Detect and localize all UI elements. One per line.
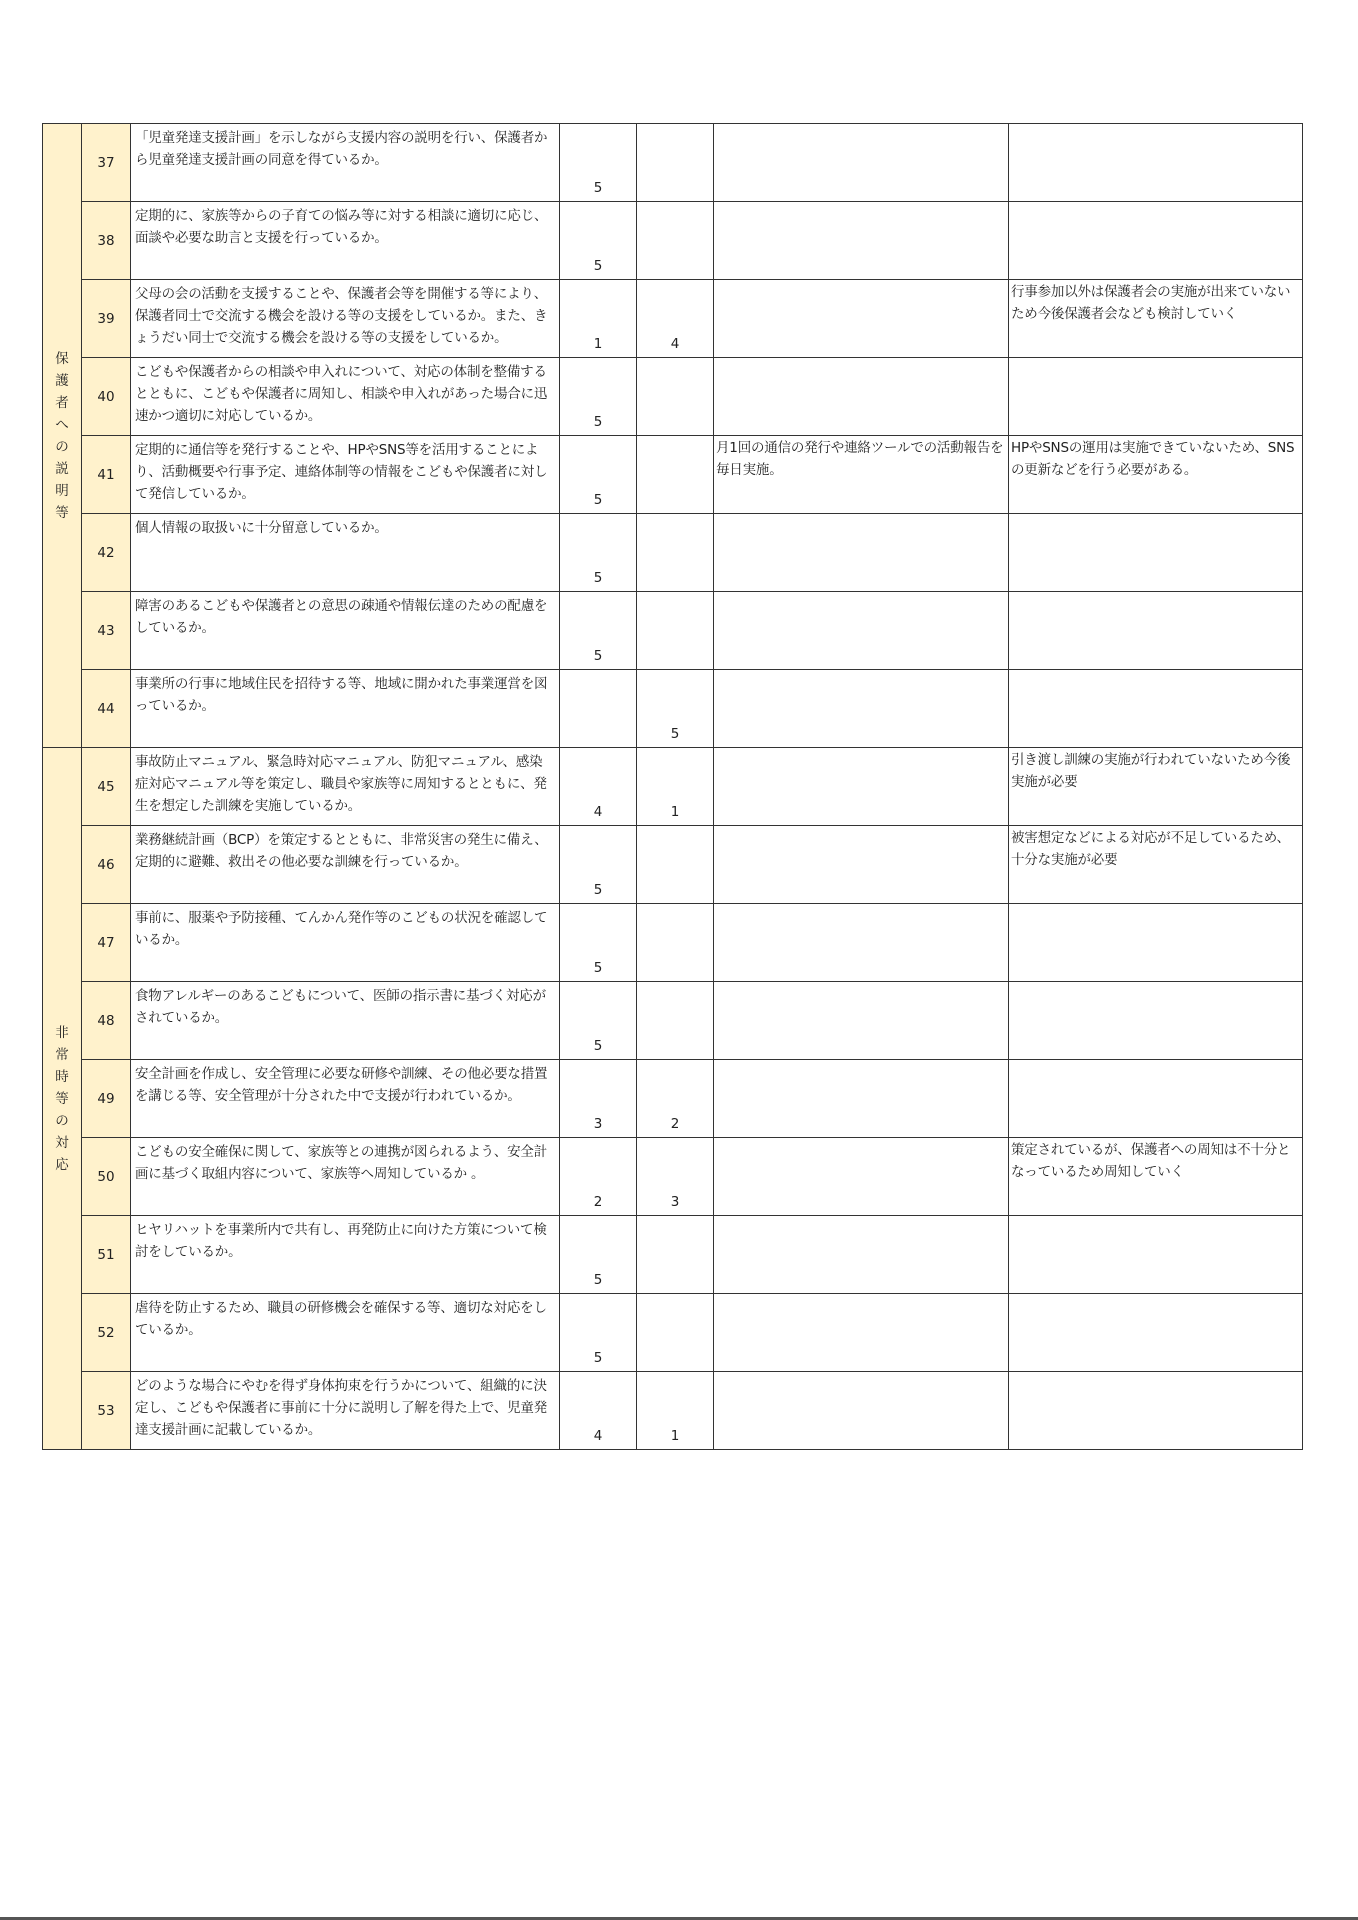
improvement-cell <box>1009 592 1303 670</box>
improvement-cell <box>1009 982 1303 1060</box>
no-count: 4 <box>637 280 714 358</box>
no-count: 1 <box>637 748 714 826</box>
evaluation-table <box>42 123 1303 1450</box>
item-number: 52 <box>82 1294 131 1372</box>
comment-cell <box>714 1216 1009 1294</box>
yes-count: 4 <box>560 1372 637 1450</box>
item-number: 42 <box>82 514 131 592</box>
question-text: 定期的に通信等を発行することや、HPやSNS等を活用することにより、活動概要や行事予定、連絡体制等の情報をこどもや保護者に対して発信しているか。 <box>131 436 560 514</box>
question-text: 食物アレルギーのあるこどもについて、医師の指示書に基づく対応がされているか。 <box>131 982 560 1060</box>
no-count <box>637 592 714 670</box>
no-count <box>637 436 714 514</box>
question-text: 安全計画を作成し、安全管理に必要な研修や訓練、その他必要な措置を講じる等、安全管理が十分された中で支援が行われているか。 <box>131 1060 560 1138</box>
item-number: 45 <box>82 748 131 826</box>
table-row <box>43 826 1303 904</box>
table-row <box>43 1138 1303 1216</box>
category-label: 非常時等の対応 <box>55 1024 69 1173</box>
improvement-cell <box>1009 514 1303 592</box>
comment-cell <box>714 982 1009 1060</box>
comment-cell <box>714 826 1009 904</box>
yes-count: 5 <box>560 124 637 202</box>
yes-count: 4 <box>560 748 637 826</box>
yes-count: 5 <box>560 1216 637 1294</box>
item-number: 47 <box>82 904 131 982</box>
improvement-cell <box>1009 1372 1303 1450</box>
no-count <box>637 358 714 436</box>
comment-cell: 月1回の通信の発行や連絡ツールでの活動報告を毎日実施。 <box>714 436 1009 514</box>
comment-cell <box>714 124 1009 202</box>
item-number: 43 <box>82 592 131 670</box>
no-count <box>637 514 714 592</box>
yes-count: 5 <box>560 592 637 670</box>
question-text: ヒヤリハットを事業所内で共有し、再発防止に向けた方策について検討をしているか。 <box>131 1216 560 1294</box>
table-row <box>43 1372 1303 1450</box>
category-label: 保護者への説明等 <box>55 350 69 521</box>
question-text: 業務継続計画（BCP）を策定するとともに、非常災害の発生に備え、定期的に避難、救出その他必要な訓練を行っているか。 <box>131 826 560 904</box>
item-number: 48 <box>82 982 131 1060</box>
comment-cell <box>714 904 1009 982</box>
item-number: 44 <box>82 670 131 748</box>
table-row <box>43 1294 1303 1372</box>
yes-count: 2 <box>560 1138 637 1216</box>
comment-cell <box>714 592 1009 670</box>
improvement-cell: 策定されているが、保護者への周知は不十分となっているため周知していく <box>1009 1138 1303 1216</box>
improvement-cell: 行事参加以外は保護者会の実施が出来ていないため今後保護者会なども検討していく <box>1009 280 1303 358</box>
question-text: 障害のあるこどもや保護者との意思の疎通や情報伝達のための配慮をしているか。 <box>131 592 560 670</box>
table-row <box>43 202 1303 280</box>
no-count <box>637 124 714 202</box>
question-text: 父母の会の活動を支援することや、保護者会等を開催する等により、保護者同士で交流する機会を設ける等の支援をしているか。また、きょうだい同士で交流する機会を設ける等の支援をしているか。 <box>131 280 560 358</box>
yes-count: 5 <box>560 202 637 280</box>
item-number: 50 <box>82 1138 131 1216</box>
comment-cell <box>714 748 1009 826</box>
category-cell <box>43 748 82 1450</box>
table-row <box>43 1060 1303 1138</box>
table-row <box>43 904 1303 982</box>
no-count <box>637 826 714 904</box>
no-count <box>637 904 714 982</box>
yes-count: 5 <box>560 1294 637 1372</box>
question-text: こどもや保護者からの相談や申入れについて、対応の体制を整備するとともに、こどもや保護者に周知し、相談や申入れがあった場合に迅速かつ適切に対応しているか。 <box>131 358 560 436</box>
no-count <box>637 202 714 280</box>
question-text: 事業所の行事に地域住民を招待する等、地域に開かれた事業運営を図っているか。 <box>131 670 560 748</box>
yes-count: 5 <box>560 904 637 982</box>
yes-count: 5 <box>560 358 637 436</box>
item-number: 46 <box>82 826 131 904</box>
no-count <box>637 1294 714 1372</box>
question-text: 事故防止マニュアル、緊急時対応マニュアル、防犯マニュアル、感染症対応マニュアル等を策定し、職員や家族等に周知するとともに、発生を想定した訓練を実施しているか。 <box>131 748 560 826</box>
comment-cell <box>714 514 1009 592</box>
table-row <box>43 514 1303 592</box>
table-row <box>43 280 1303 358</box>
table-row <box>43 748 1303 826</box>
yes-count <box>560 670 637 748</box>
comment-cell <box>714 1372 1009 1450</box>
item-number: 38 <box>82 202 131 280</box>
no-count <box>637 1216 714 1294</box>
no-count: 5 <box>637 670 714 748</box>
item-number: 37 <box>82 124 131 202</box>
table-row <box>43 436 1303 514</box>
item-number: 53 <box>82 1372 131 1450</box>
comment-cell <box>714 1138 1009 1216</box>
improvement-cell <box>1009 1060 1303 1138</box>
improvement-cell: 引き渡し訓練の実施が行われていないため今後実施が必要 <box>1009 748 1303 826</box>
no-count: 2 <box>637 1060 714 1138</box>
table-row <box>43 1216 1303 1294</box>
yes-count: 5 <box>560 436 637 514</box>
question-text: 定期的に、家族等からの子育ての悩み等に対する相談に適切に応じ、面談や必要な助言と支援を行っているか。 <box>131 202 560 280</box>
category-cell <box>43 124 82 748</box>
no-count: 3 <box>637 1138 714 1216</box>
table-row <box>43 670 1303 748</box>
question-text: 「児童発達支援計画」を示しながら支援内容の説明を行い、保護者から児童発達支援計画の同意を得ているか。 <box>131 124 560 202</box>
no-count: 1 <box>637 1372 714 1450</box>
survey-sheet <box>42 123 1303 1450</box>
comment-cell <box>714 670 1009 748</box>
improvement-cell <box>1009 1216 1303 1294</box>
comment-cell <box>714 280 1009 358</box>
comment-cell <box>714 1060 1009 1138</box>
yes-count: 5 <box>560 514 637 592</box>
item-number: 40 <box>82 358 131 436</box>
improvement-cell <box>1009 670 1303 748</box>
question-text: どのような場合にやむを得ず身体拘束を行うかについて、組織的に決定し、こどもや保護者に事前に十分に説明し了解を得た上で、児童発達支援計画に記載しているか。 <box>131 1372 560 1450</box>
yes-count: 5 <box>560 982 637 1060</box>
yes-count: 1 <box>560 280 637 358</box>
question-text: 虐待を防止するため、職員の研修機会を確保する等、適切な対応をしているか。 <box>131 1294 560 1372</box>
improvement-cell <box>1009 124 1303 202</box>
comment-cell <box>714 202 1009 280</box>
item-number: 49 <box>82 1060 131 1138</box>
improvement-cell <box>1009 202 1303 280</box>
improvement-cell: HPやSNSの運用は実施できていないため、SNSの更新などを行う必要がある。 <box>1009 436 1303 514</box>
comment-cell <box>714 358 1009 436</box>
yes-count: 3 <box>560 1060 637 1138</box>
table-row <box>43 982 1303 1060</box>
item-number: 41 <box>82 436 131 514</box>
yes-count: 5 <box>560 826 637 904</box>
improvement-cell <box>1009 358 1303 436</box>
no-count <box>637 982 714 1060</box>
table-row <box>43 358 1303 436</box>
item-number: 39 <box>82 280 131 358</box>
question-text: こどもの安全確保に関して、家族等との連携が図られるよう、安全計画に基づく取組内容について、家族等へ周知しているか 。 <box>131 1138 560 1216</box>
improvement-cell: 被害想定などによる対応が不足しているため、十分な実施が必要 <box>1009 826 1303 904</box>
improvement-cell <box>1009 1294 1303 1372</box>
question-text: 事前に、服薬や予防接種、てんかん発作等のこどもの状況を確認しているか。 <box>131 904 560 982</box>
table-row <box>43 124 1303 202</box>
improvement-cell <box>1009 904 1303 982</box>
table-row <box>43 592 1303 670</box>
item-number: 51 <box>82 1216 131 1294</box>
question-text: 個人情報の取扱いに十分留意しているか。 <box>131 514 560 592</box>
comment-cell <box>714 1294 1009 1372</box>
